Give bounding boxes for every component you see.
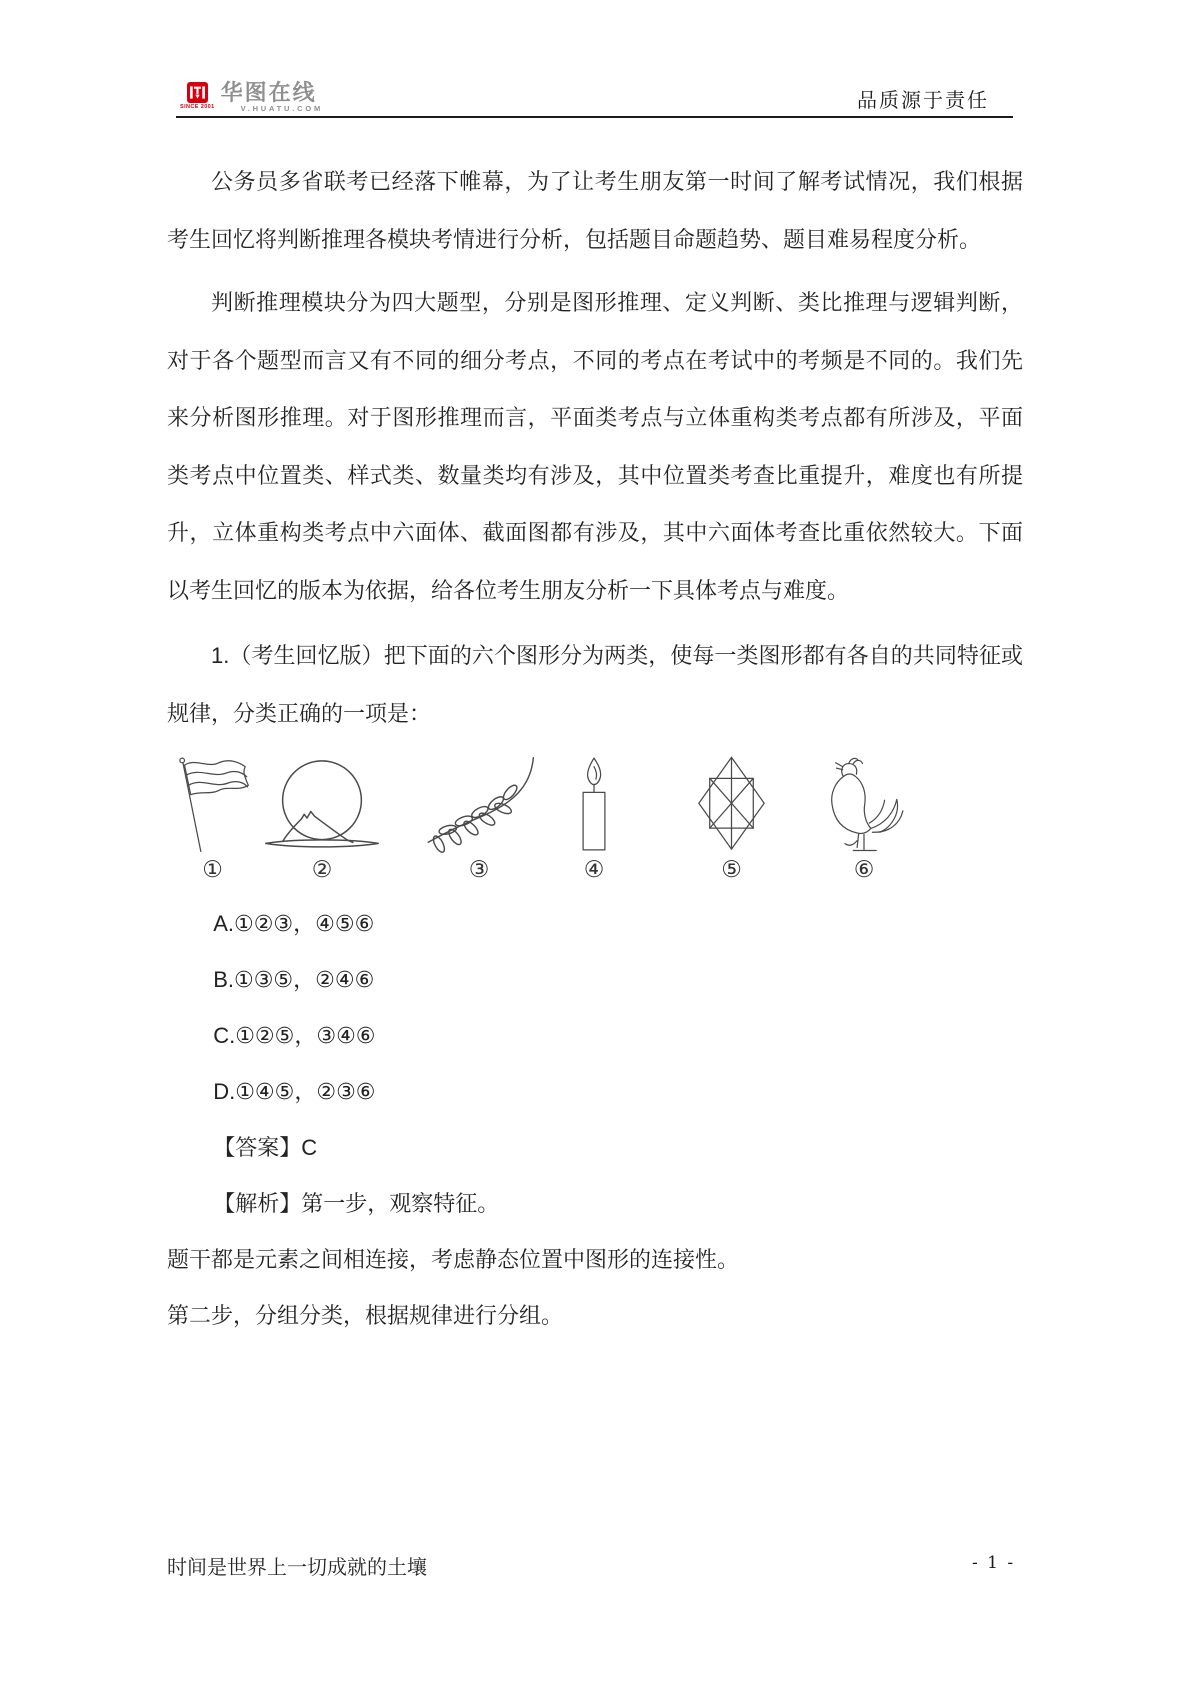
logo-brand-text: 华图在线 [220,80,317,105]
logo-badge-wrap [180,82,215,110]
analysis-line-2: 题干都是元素之间相连接，考虑静态位置中图形的连接性。 [167,1247,740,1272]
figure-label: ④ [583,857,605,883]
figure-item-1-flag [175,755,250,884]
huatu-logo-icon [187,82,208,103]
figure-item-2-sunrise [247,755,397,884]
eight-pointed-star-drawing-icon [691,755,772,853]
logo-since-text: SINCE 2001 [180,104,215,110]
logo-text-block [221,82,323,113]
intro-paragraph-1: 公务员多省联考已经落下帷幕，为了让考生朋友第一时间了解考试情况，我们根据考生回忆将判断推理各模块考情进行分析，包括题目命题趋势、题目难易程度分析。 [167,169,1023,252]
logo-site-text: V.HUATU.COM [240,104,324,113]
figure-label: ③ [468,857,490,883]
answer-line: 【答案】C [213,1135,318,1160]
option-row-a: A.①②③，④⑤⑥ [213,911,375,936]
option-row-d: D.①④⑤，②③⑥ [213,1079,376,1104]
figure-item-6-bird [819,755,909,884]
figure-item-5-star [691,755,772,884]
option-row-b: B.①③⑤，②④⑥ [213,967,375,992]
analysis-step-2: 第二步，分组分类，根据规律进行分组。 [167,1303,564,1328]
candle-drawing-icon [573,755,615,853]
option-row-c: C.①②⑤，③④⑥ [213,1023,376,1048]
huatu-logo [180,82,323,113]
flag-drawing-icon [175,755,250,853]
figure-label: ⑥ [853,857,875,883]
bird-drawing-icon [819,755,909,853]
figure-item-4-candle [573,755,615,884]
figure-label: ② [311,857,333,883]
options-list [167,896,1023,1120]
page-header [176,80,1013,118]
footer-motto: 时间是世界上一切成就的土壤 [167,1557,427,1579]
question-stem: 1.（考生回忆版）把下面的六个图形分为两类，使每一类图形都有各自的共同特征或规律，分类正确的一项是： [167,643,1023,726]
sunrise-drawing-icon [247,755,397,853]
wheat-branch-drawing-icon [419,755,539,853]
question-figure-strip [167,752,1023,884]
figure-label: ⑤ [721,857,742,883]
article-body [167,117,1023,1344]
figure-item-3-wheat-branch [419,755,539,884]
page-number: - 1 - [972,1553,1016,1573]
huatu-monogram-icon [187,82,208,103]
header-slogan: 品质源于责任 [857,90,989,112]
intro-paragraph-2: 判断推理模块分为四大题型，分别是图形推理、定义判断、类比推理与逻辑判断，对于各个题型而言又有不同的细分考点，不同的考点在考试中的考频是不同的。我们先来分析图形推理。对于图形推理而言，平面类考点与立体重构类考点都有所涉及，平面类考点中位置类、样式类、数量类均有涉及，其中位置类考查比重提升，难度也有所提升，立体重构类考点中六面体、截面图都有涉及，其中六面体考查比重依然较大。下面以考生回忆的版本为依据，给各位考生朋友分析一下具体考点与难度。 [167,290,1023,603]
analysis-step-1: 【解析】第一步，观察特征。 [213,1191,500,1216]
figure-label: ① [202,857,223,883]
